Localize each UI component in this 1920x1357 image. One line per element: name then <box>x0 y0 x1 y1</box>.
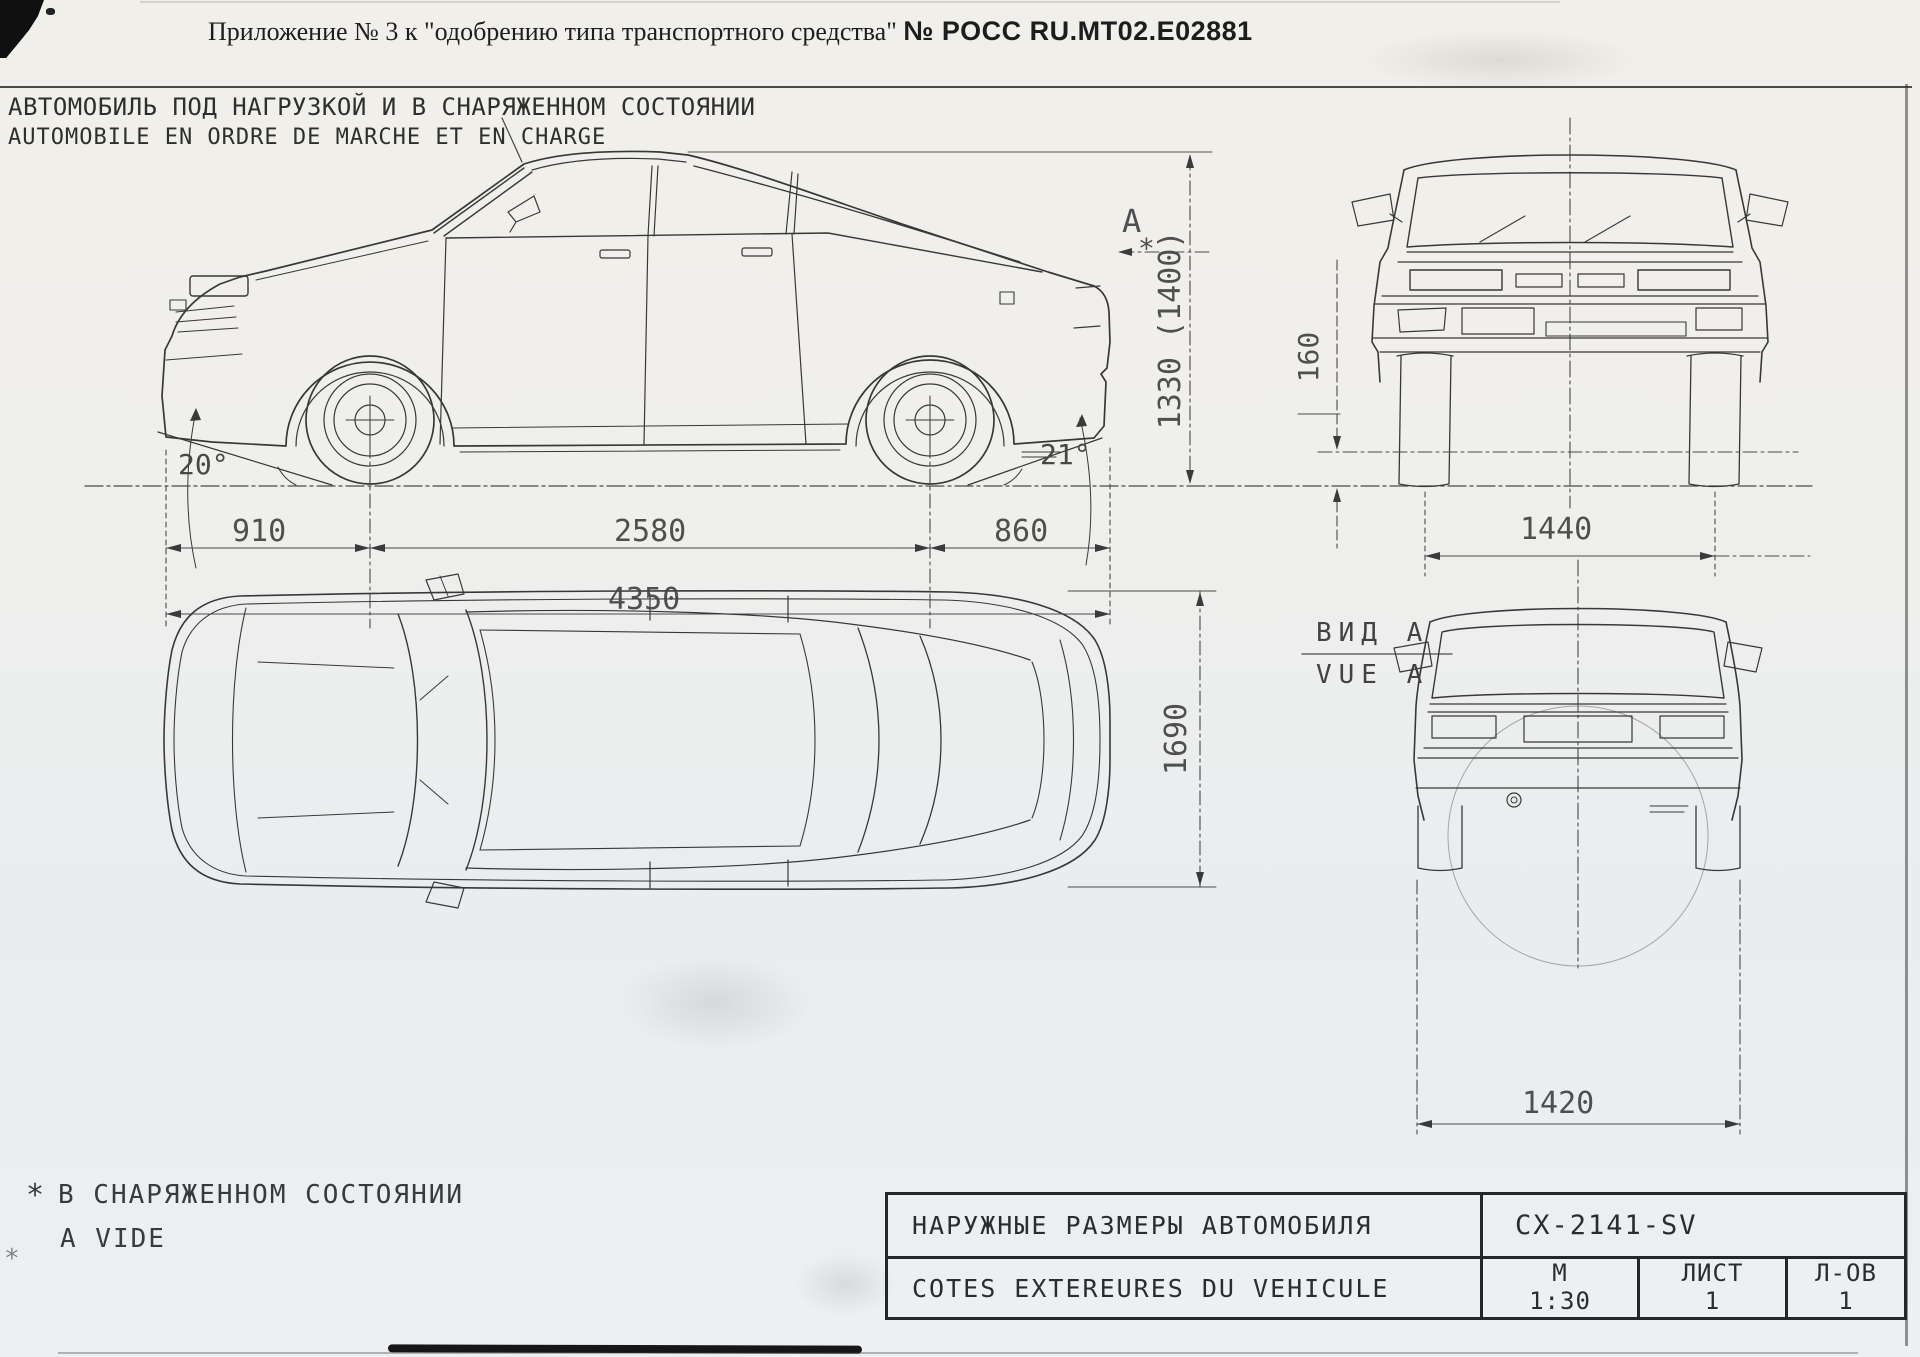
drawing-code: CX-2141-SV <box>1515 1210 1698 1241</box>
title-block-name-ru-cell <box>888 1195 1483 1256</box>
sheet-value: 1 <box>1704 1287 1721 1315</box>
title-block-code-cell <box>1483 1195 1904 1256</box>
header-prefix: Приложение № 3 к "одобрению типа транспортного средства" <box>208 17 897 46</box>
sheet-label: ЛИСТ <box>1681 1259 1744 1288</box>
scale-cell <box>1483 1256 1640 1317</box>
scale-value: 1:30 <box>1529 1287 1591 1315</box>
footnote-marker-echo: * <box>4 1244 22 1274</box>
footnote-ru: В СНАРЯЖЕННОМ СОСТОЯНИИ <box>58 1180 465 1210</box>
footnote-fr: A VIDE <box>60 1224 166 1254</box>
sheets-total-value: 1 <box>1838 1287 1854 1315</box>
dim-height-label: 1330 (1400) <box>1153 230 1188 430</box>
car-rear-view <box>1394 560 1762 968</box>
car-front-view <box>1352 118 1788 508</box>
view-a-label-ru: ВИД А <box>1316 618 1430 648</box>
title-block-name-fr: COTES EXTEREURES DU VEHICULE <box>912 1273 1390 1303</box>
dim-wheelbase-label: 2580 <box>614 514 687 549</box>
approach-angle-label: 20° <box>178 448 229 481</box>
dim-width-label: 1690 <box>1159 702 1194 776</box>
front-view-dimensions <box>1302 260 1810 654</box>
title-block-name-ru: НАРУЖНЫЕ РАЗМЕРЫ АВТОМОБИЛЯ <box>912 1211 1373 1240</box>
title-block <box>885 1192 1907 1320</box>
drawing-title-fr: AUTOMOBILE EN ORDRE DE MARCHE ET EN CHARGE <box>8 125 607 150</box>
dim-overall-length-label: 4350 <box>608 582 681 617</box>
approval-number: № РОСС RU.MT02.E02881 <box>903 16 1253 46</box>
departure-angle-label: 21° <box>1040 438 1091 471</box>
dim-clearance-label: 160 <box>1292 331 1325 383</box>
side-view-dimensions <box>85 152 1812 628</box>
scale-label: М <box>1552 1259 1568 1288</box>
sheets-total-label: Л-ОВ <box>1815 1259 1877 1288</box>
dim-rear-track-label: 1420 <box>1522 1086 1595 1121</box>
view-a-label-fr: VUE A <box>1316 660 1430 690</box>
footnote-marker: * <box>26 1178 47 1213</box>
section-a-label: A <box>1122 202 1142 240</box>
dim-height-note: * <box>1138 232 1155 265</box>
sheet-cell <box>1640 1256 1788 1317</box>
car-side-view <box>158 118 1110 568</box>
dim-front-track-label: 1440 <box>1520 512 1593 547</box>
drawing-title-ru: АВТОМОБИЛЬ ПОД НАГРУЗКОЙ И В СНАРЯЖЕННОМ СОСТОЯНИИ <box>8 93 756 121</box>
dim-front-overhang-label: 910 <box>232 514 287 549</box>
sheets-total-cell <box>1788 1256 1904 1317</box>
title-block-name-fr-cell <box>888 1256 1483 1317</box>
dim-rear-overhang-label: 860 <box>994 514 1049 549</box>
car-top-view <box>164 574 1110 908</box>
